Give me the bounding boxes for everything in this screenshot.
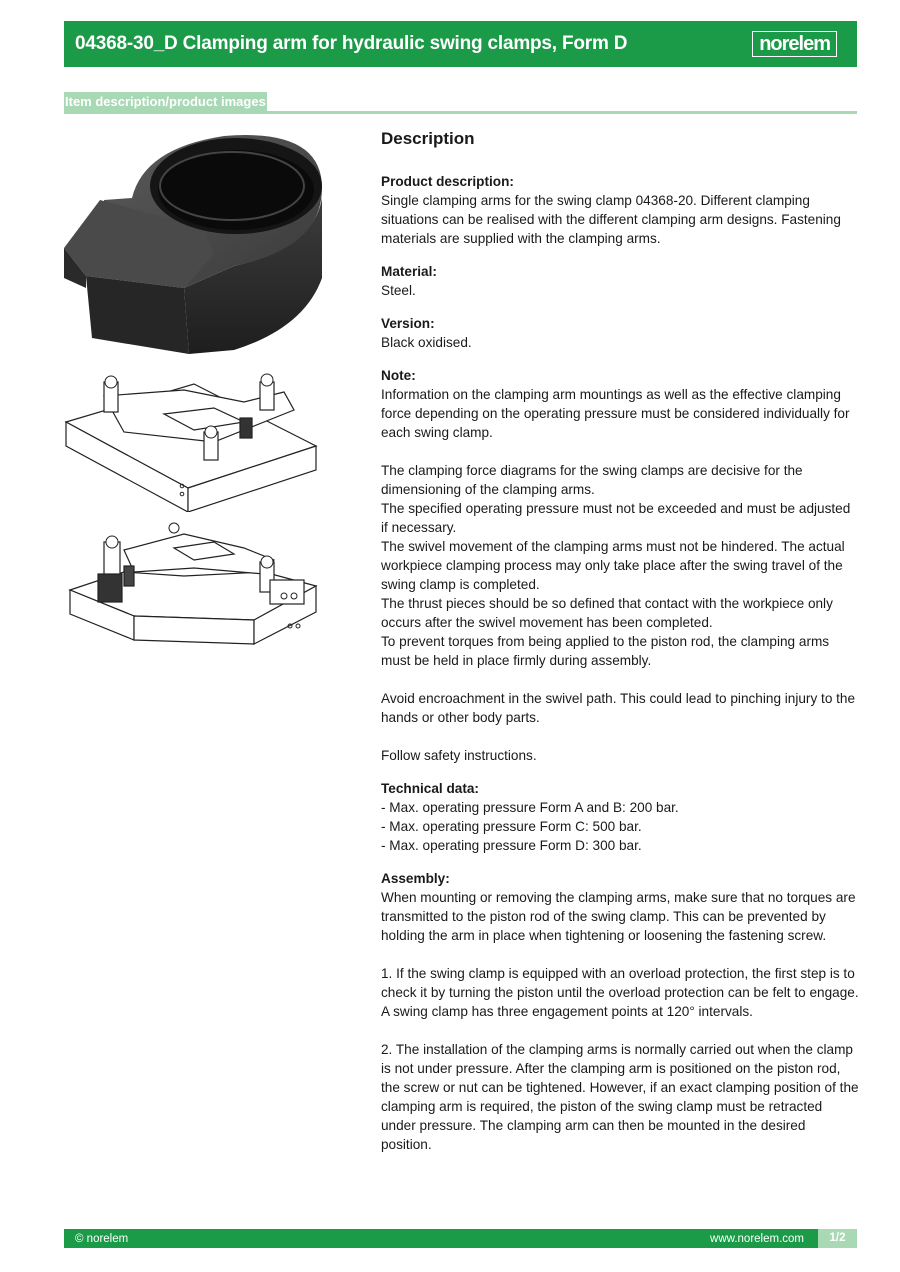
- section-bar: [64, 92, 857, 114]
- note-paragraph: The thrust pieces should be so defined that contact with the workpiece only occurs after the swivel movement has been completed.: [381, 596, 833, 630]
- technical-data-block: [381, 779, 859, 855]
- product-description-text: Single clamping arms for the swing clamp 04368-20. Different clamping situations can be realised with the different clamping arm designs. Fastening materials are supplied with the clamping arms.: [381, 193, 841, 246]
- section-divider: [64, 111, 857, 114]
- swing-clamp-assembly-drawing-2-icon: [64, 520, 326, 660]
- technical-data-line: - Max. operating pressure Form C: 500 bar.: [381, 819, 642, 834]
- technical-data-line: - Max. operating pressure Form A and B: 200 bar.: [381, 800, 679, 815]
- note-paragraph: Follow safety instructions.: [381, 748, 537, 763]
- footer-copyright: © norelem: [75, 1232, 129, 1245]
- assembly-paragraph: When mounting or removing the clamping arms, make sure that no torques are transmitted to the piston rod of the swing clamp. This can be prevented by holding the arm in place when tightening or loosening the fastening screw.: [381, 890, 856, 943]
- version-block: [381, 314, 859, 352]
- assembly-paragraph: 1. If the swing clamp is equipped with an overload protection, the first step is to check it by turning the piston until the overload protection can be felt to engage. A swing clamp has three engagement points at 120° intervals.: [381, 966, 859, 1019]
- assembly-block: [381, 869, 859, 1154]
- page-header: [64, 21, 857, 67]
- product-description-title: Product description:: [381, 174, 514, 189]
- note-paragraph: The clamping force diagrams for the swing clamps are decisive for the dimensioning of the clamping arms.: [381, 463, 803, 497]
- section-label: Item description/product images: [65, 94, 266, 109]
- note-paragraph: Information on the clamping arm mountings as well as the effective clamping force depending on the operating pressure must be considered individually for each swing clamp.: [381, 387, 850, 440]
- description-content: [381, 128, 859, 1168]
- norelem-logo: norelem: [752, 31, 837, 57]
- page-number: 1/2: [818, 1229, 857, 1248]
- material-title: Material:: [381, 264, 437, 279]
- note-paragraph: The swivel movement of the clamping arms must not be hindered. The actual workpiece clamping process may only take place after the swing travel of the swing clamp is completed.: [381, 539, 845, 592]
- clamping-arm-photo-icon: [64, 128, 326, 354]
- page-title: 04368-30_D Clamping arm for hydraulic swing clamps, Form D: [75, 33, 628, 54]
- note-paragraph: The specified operating pressure must not be exceeded and must be adjusted if necessary.: [381, 501, 851, 535]
- product-description-block: [381, 172, 859, 248]
- material-text: Steel.: [381, 283, 416, 298]
- description-heading: Description: [381, 129, 475, 148]
- assembly-title: Assembly:: [381, 871, 450, 886]
- material-block: [381, 262, 859, 300]
- page-footer: [64, 1229, 857, 1248]
- technical-data-line: - Max. operating pressure Form D: 300 bar.: [381, 838, 642, 853]
- version-text: Black oxidised.: [381, 335, 472, 350]
- assembly-paragraph: 2. The installation of the clamping arms is normally carried out when the clamp is not under pressure. After the clamping arm is positioned on the piston rod, the screw or nut can be tightened. However, if an exact clamping position of the clamping arm is required, the piston of the swing clamp must be retracted under pressure. The clamping arm can then be mounted in the desired position.: [381, 1042, 859, 1152]
- technical-data-title: Technical data:: [381, 781, 479, 796]
- product-images: [64, 128, 326, 660]
- version-title: Version:: [381, 316, 435, 331]
- note-block: [381, 366, 859, 765]
- note-title: Note:: [381, 368, 416, 383]
- swing-clamp-assembly-drawing-1-icon: [64, 362, 326, 512]
- footer-url[interactable]: www.norelem.com: [710, 1232, 804, 1245]
- note-paragraph: To prevent torques from being applied to the piston rod, the clamping arms must be held in place firmly during assembly.: [381, 634, 830, 668]
- note-paragraph: Avoid encroachment in the swivel path. This could lead to pinching injury to the hands or other body parts.: [381, 691, 856, 725]
